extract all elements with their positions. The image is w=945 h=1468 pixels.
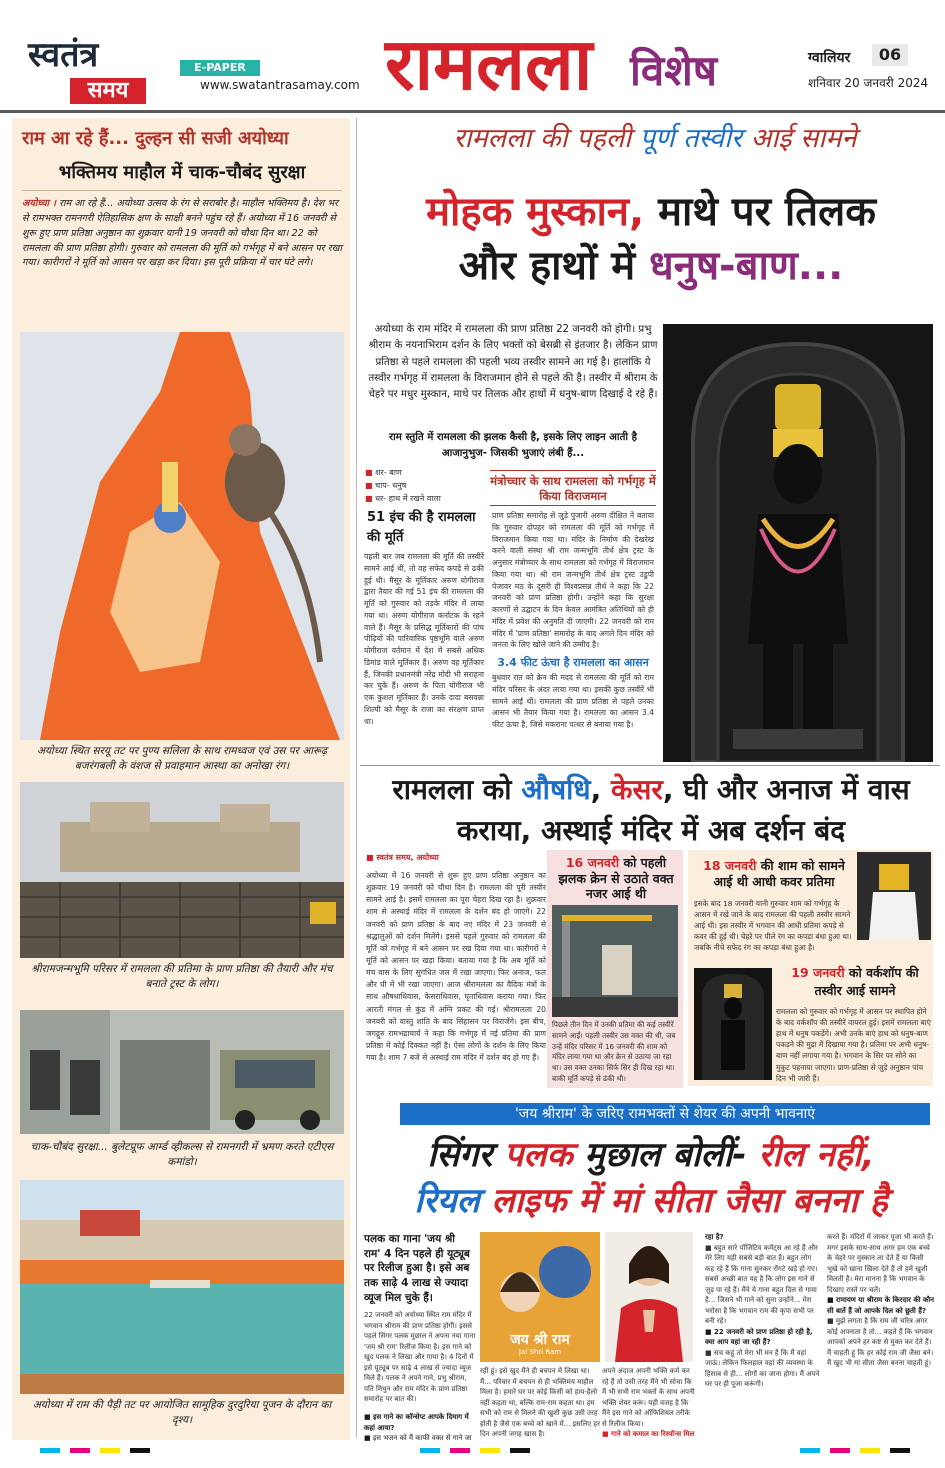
edition-city: ग्वालियर	[808, 50, 851, 66]
photo-palak-muchhal	[605, 1232, 693, 1362]
middle-byline: ■ स्वतंत्र समय, अयोध्या	[366, 853, 439, 862]
vehicles-illustration	[20, 1010, 344, 1134]
singer-headline-c: मुछाल बोलीं-	[584, 1135, 747, 1175]
issue-date: शनिवार 20 जनवरी 2024	[808, 76, 929, 90]
interview-question-4: ■ रामायण या श्रीराम के किरदार की कौन सी बातें हैं जो आपके दिल को छूती हैं?	[827, 1296, 935, 1315]
main-headline-purple: धनुष-बाण...	[649, 243, 844, 289]
covered-idol-illustration	[857, 852, 931, 940]
print-reg-mark	[890, 1448, 910, 1453]
print-reg-mark	[40, 1448, 60, 1453]
jan18-body: इसके बाद 18 जनवरी यानी गुरुवार शाम को गर्भगृह के आसन में रखे जाने के बाद रामलला की पहली तस्वीर सामने आई थी। इस तस्वीर में भगवान की आधी प्रतिमा कपड़े से कवर की हुई थी। चेहरे पर पीले रंग का कपड़ा बंधा हुआ था। जबकि नीचे सफेद रंग का कपड़ा बंधा हुआ है।	[694, 899, 852, 953]
interview-question-2: ■ गाने को कमाल का रिस्पॉन्स मिल	[602, 1430, 695, 1438]
bullet-icon: ■	[365, 493, 376, 503]
jan19-heading	[780, 964, 930, 1000]
photo-ats-vehicles	[20, 1010, 344, 1134]
page-number: 06	[872, 44, 908, 66]
jan18-date: 18 जनवरी	[703, 858, 757, 873]
section-divider	[360, 765, 940, 766]
main-lead-text: अयोध्या के राम मंदिर में रामलला की प्राण प्रतिष्ठा 22 जनवरी को होगी। प्रभु श्रीराम के नयनाभिराम दर्शन के लिए भक्तों को बेसब्री से इंतजार है। लेकिन प्राण प्रतिष्ठा से पहले रामलला की पहली भव्य तस्वीर सामने आ गई है। हालांकि ये तस्वीर गर्भगृह में रामलला के विराजमान होने से पहले की है। तस्वीर में श्रीराम के चेहरे पर मधुर मुस्कान, माथे पर तिलक और हाथों में धनुष-बाण दिखाई दे रहे हैं।	[368, 324, 658, 401]
singer-illustration	[605, 1232, 693, 1362]
jan19-body: रामलला को गुरुवार को गर्भगृह में आसन पर स्थापित होने के बाद वर्कशॉप की तस्वीरें वायरल हुई। इसमें रामलला बाएं हाथ में धनुष पकड़ेंगे। अभी उनके बाएं हाथ को धनुष-बाण पकड़ने की मुद्रा में दिखाया गया है। प्रतिमा पर अभी धनुष-बाण नहीं लगाया गया है। भगवान के सिर पर सोने का मुकुट पहनाया जाएगा। प्राण-प्रतिष्ठा से जुड़े अनुष्ठान पांच दिन भी जारी हैं।	[776, 1007, 931, 1083]
caption-ghat-photo: अयोध्या में राम की पैड़ी तट पर आयोजित सामूहिक दुरदुरिया पूजन के दौरान का दृश्य।	[32, 1399, 332, 1426]
jan18-title: की शाम को सामने आई थी आधी कवर प्रतिमा	[713, 858, 845, 890]
print-reg-mark	[70, 1448, 90, 1453]
interview-question-1: ■ इस गाने का कॉन्सेप्ट आपके दिमाग में कहां आया? ■ इस भजन को मैं काफी वक्त से गाने जा	[364, 1413, 472, 1442]
jan16-heading	[552, 855, 680, 902]
singer-headline	[366, 1133, 936, 1225]
kicker-text-3: आई सामने	[750, 123, 857, 154]
interview-question-2-cont: रहा है?	[705, 1233, 724, 1241]
middle-headline-c: केसर	[611, 773, 663, 806]
masthead-divider	[0, 110, 945, 113]
middle-headline-b: औषधि	[521, 773, 591, 806]
legend-item: ■ शर- बाण	[365, 468, 402, 477]
column-divider	[356, 118, 357, 1438]
legend-item: ■ चाप- धनुष	[365, 480, 407, 490]
kicker-text-1: रामलला की पहली	[453, 123, 632, 154]
song-poster	[480, 1232, 600, 1362]
mantra-body: प्राण प्रतिष्ठा समारोह से जुड़े पुजारी अरुण दीक्षित ने बताया कि गुरुवार दोपहर को रामलला की मूर्ति को गर्भगृह में विराजमान किया गया था। मंदिर के निर्माण की देखरेख करने वाली संस्था श्री राम जन्मभूमि तीर्थ क्षेत्र ट्रस्ट के अनुसार मंत्रोच्चार के साथ रामलला को गर्भगृह में विराजमान किया गया था। श्री राम जन्मभूमि तीर्थ क्षेत्र ट्रस्ट उडुपी पेजावर मठ के दूसरी ही विश्वप्रसन्न तीर्थ ने कहा कि 22 जनवरी को प्राण प्रतिष्ठा होगी। उन्होंने कहा कि सुरक्षा कारणों से उद्घाटन के दिन केवल आमंत्रित अतिथियों को ही मंदिर में प्रवेश की अनुमति दी जाएगी। 22 जनवरी को राम मंदिर में 'प्राण प्रतिष्ठा' समारोह के बाद अगले दिन मंदिर को जनता के लिए खोले जाने की उम्मीद है।	[492, 511, 654, 650]
page-title: रामलला	[385, 22, 593, 106]
main-lead-question: राम स्तुति में रामलला की झलक कैसी है, इसके लिए लाइन आती है आजानुभुज- जिसकी भुजाएं लंबी हैं...	[389, 432, 637, 460]
photo-temple-construction	[20, 782, 344, 958]
photo-covered-idol	[857, 852, 931, 940]
interview-answer-col2: अपने अंदाज अपनी भक्ति कर्म कर रहे हैं तो उसी तरह मैंने भी सोचा कि मैं भी सभी राम भक्तों के साथ अपनी भक्ति शेयर करूं। यही वजह है कि मैंने इस गाने को ऑफिशियल तरीके से रिलीज किया। ■ गाने को कमाल का रिस्पॉन्स मिल	[602, 1367, 695, 1438]
middle-headline-a: रामलला को	[392, 773, 512, 806]
main-headline-black2: और हाथों में	[458, 243, 636, 289]
song-intro-body: 22 जनवरी को अयोध्या स्थित राम मंदिर में भगवान श्रीराम की प्राण प्रतिष्ठा होगी। इससे पहले सिंगर पलक मुछाल ने अपना नया गाना 'जय श्री राम' रिलीज किया है। इस गाने को खुद पलक ने लिखा और गाया है। 4 दिनों में इसे यूट्यूब पर साढ़े 4 लाख से ज्यादा व्यूज मिले हैं। पलक ने अपने गाने, प्रभु श्रीराम, पति मिथुन और राम मंदिर के प्राण प्रतिष्ठा समारोह पर बात की।	[364, 1311, 476, 1403]
bullet-icon: ■	[365, 480, 376, 490]
print-reg-mark	[100, 1448, 120, 1453]
workshop-idol-illustration	[694, 968, 772, 1080]
crane-illustration	[552, 905, 678, 1017]
jan19-date: 19 जनवरी	[791, 965, 845, 980]
left-subheadline: भक्तिमय माहौल में चाक-चौबंद सुरक्षा	[58, 162, 306, 183]
photo-workshop-idol	[694, 968, 772, 1080]
print-reg-mark	[830, 1448, 850, 1453]
singer-kicker-strip: 'जय श्रीराम' के जरिए रामभक्तों से शेयर की अपनी भावनाएं	[400, 1103, 930, 1125]
singer-headline-b: पलक	[504, 1135, 573, 1175]
print-reg-mark	[800, 1448, 820, 1453]
singer-headline-d: रील नहीं,	[758, 1135, 875, 1175]
caption-flag-photo: अयोध्या स्थित सरयू तट पर पुण्य सलिला के साथ रामध्वज एवं उस पर आरूढ़ बजरंगबली के वंशज से प्रवाहमान आस्था का अनोखा रंग।	[36, 745, 328, 772]
poster-subtitle: Jai Shri Ram	[518, 1348, 562, 1356]
interview-question-3: ■ 22 जनवरी को प्राण प्रतिष्ठा हो रही है, क्या आप वहां जा रही हैं?	[705, 1327, 813, 1346]
print-reg-mark	[420, 1448, 440, 1453]
print-reg-mark	[860, 1448, 880, 1453]
main-kicker	[380, 124, 930, 154]
singer-headline-a: सिंगर	[427, 1135, 493, 1175]
poster-title: जय श्री राम	[510, 1332, 570, 1348]
page-title-sub: विशेष	[630, 46, 718, 95]
mantra-heading: मंत्रोच्चार के साथ रामलला को गर्भगृह में किया विराजमान	[490, 470, 656, 506]
middle-body: अयोध्या में 16 जनवरी से शुरू हुए प्राण प्रतिष्ठा अनुष्ठान का शुक्रवार 19 जनवरी को चौथा दिन है। रामलला की पूरी तस्वीर सामने आई है। इसमें रामलला का पूरा चेहरा दिख रहा है। शुक्रवार शाम से अस्थाई मंदिर में रामलला के दर्शन बंद हो जाएंगे। 22 जनवरी को प्राण प्रतिष्ठा के बाद नए मंदिर में 23 जनवरी से श्रद्धालुओं को दर्शन मिलेंगे। इससे पहले गुरुवार को रामलला की मूर्ति को गर्भगृह में बने आसन पर रख दिया गया था। कारीगरों ने मूर्ति को आसन पर खड़ा किया। बताया गया है कि अब मूर्ति को मंच वास के लिए सुगंधित जल में रखा जाएगा। फिर अनाज, फल और घी में भी रखा जाएगा। आज श्रीरामलला का वैदिक मंत्रों के साथ औषधाधिवास, केसराधिवास, घृताधिवास कराया गया। फिर आरती मंगल से कुंड में अग्नि प्रकट की गई। श्रीरामलला 20 जनवरी को वास्तु शांति के बाद सिंहासन पर विराजेंगे। इस बीच, जगद्गुरु रामभद्राचार्य ने कहा कि गर्भगृह में नई प्रतिमा की प्राण प्रतिष्ठा में कोई दिक्कत नहीं है। ऐसा लोगों के दर्शन के लिए किया गया है। शाम 7 बजे से अस्थाई राम मंदिर में दर्शन बंद हो गए हैं।	[366, 871, 546, 1063]
interview-answer-col1: रहीं हूं। इसे खुद मैंने ही बचपन में लिखा था। मैं... परिवार में बचपन से ही भक्तिमय माहौल मिला है। हमारे घर पर कोई किसी को हाय-हैलो नहीं कहता था, बल्कि राम-राम कहता था। हम सभी को राम से मिलने की खुशी कुछ उसी तरह होती है जैसे एक बच्चे को खाने में... इसलिए हर दिन अपनी जगह खास है।	[480, 1367, 600, 1438]
logo-wordmark: स्वतंत्र	[28, 35, 99, 75]
photo-crane	[552, 905, 678, 1017]
main-headline-red: मोहक मुस्कान,	[426, 189, 645, 235]
ghat-illustration	[20, 1180, 344, 1394]
jan16-date: 16 जनवरी	[565, 855, 620, 870]
singer-headline-e: रियल	[414, 1180, 480, 1221]
legend-item: ■ धर- हाथ में रखने वाला	[365, 493, 441, 503]
word-legend	[365, 467, 485, 505]
idol-height-body: पहली बार जब रामलला की मूर्ति की तस्वीरें सामने आई थीं, तो वह सफेद कपड़े से ढकी हुई थी। मैसूर के मूर्तिकार अरुण योगीराज द्वारा तैयार की गई 51 इंच की रामलला की मूर्ति को गुरुवार को तड़के मंदिर में लाया गया था। अरुण योगीराज कर्नाटक के रहने वाले हैं। मैसूर के प्रसिद्ध मूर्तिकारों की पांच पीढ़ियों की पारिवारिक पृष्ठभूमि वाले अरुण योगीराज वर्तमान में देश में सबसे अधिक डिमांड वाले मूर्तिकार हैं। अरुण वह मूर्तिकार हैं, जिनकी प्रधानमंत्री नरेंद्र मोदी भी सराहना कर चुके हैं। अरुण के पिता योगीराज भी एक कुशल मूर्तिकार हैं। उनके दादा बसवन्ना शिल्पी को मैसूर के राजा का संरक्षण प्राप्त था।	[364, 552, 484, 726]
print-reg-mark	[510, 1448, 530, 1453]
photo-ram-ki-paidi	[20, 1180, 344, 1394]
middle-headline-d: घी और अनाज में वास कराया, अस्थाई मंदिर में अब दर्शन बंद	[456, 773, 910, 847]
jan19-title: को वर्कशॉप की तस्वीर आई सामने	[814, 965, 919, 999]
middle-headline: रामलला को औषधि, केसर, घी और अनाज में वास कराया, अस्थाई मंदिर में अब दर्शन बंद	[392, 773, 910, 847]
idol-illustration	[663, 324, 933, 762]
interview-answer-col3: रहा है? ■ बहुत सारे पॉजिटिव कमेंट्स आ रहे हैं और मेरे लिए यही सबसे बड़ी बात है। बहुत लोग कह रहे हैं कि गाना सुनकर रोंगटे खड़े हो गए। सबसे अच्छी बात यह है कि लोग इस गाने से जुड़ पा रहे हैं। मैंने ये गाना बहुत दिल से गाया है... जिसने भी गाने को सुना उन्होंने... मेरा भरोसा है कि भगवान राम की कृपा सभी पर बनी रहे। ■ 22 जनवरी को प्राण प्रतिष्ठा हो रही है, क्या आप वहां जा रही हैं? ■ सच कहूं तो मेरा भी मन है कि मैं वहां जाऊं। लेकिन फिलहाल वहां की व्यवस्था के हिसाब से ही... लोगों का जाना होगा। मैं अपने घर पर ही पूजा करूंगी।	[705, 1233, 820, 1388]
photo-flag-monkey	[20, 332, 344, 740]
main-headline	[366, 185, 936, 293]
flag-monkey-illustration	[20, 332, 344, 740]
print-reg-mark	[130, 1448, 150, 1453]
jan16-title: को पहली झलक क्रेन से उठाते वक्त नजर आई थी	[558, 855, 674, 902]
temple-construction-illustration	[20, 782, 344, 958]
left-headline: राम आ रहे हैं... दुल्हन सी सजी अयोध्या	[22, 128, 289, 149]
left-divider	[22, 190, 342, 191]
left-article-body	[22, 197, 342, 271]
song-intro: पलक का गाना 'जय श्री राम' 4 दिन पहले ही यूट्यूब पर रिलीज हुआ है। इसे अब तक साढ़े 4 लाख से ज्यादा व्यूज मिल चुके हैं।	[364, 1233, 470, 1304]
logo-badge: समय	[70, 78, 146, 104]
print-reg-mark	[450, 1448, 470, 1453]
caption-construction-photo: श्रीरामजन्मभूमि परिसर में रामलला की प्रतिमा के प्राण प्रतिष्ठा की तैयारी और मंच बनाते ट्रस्ट के लोग।	[31, 963, 333, 990]
left-body-text: राम आ रहे हैं... अयोध्या उत्सव के रंग से सराबोर है। माहौल भक्तिमय है। देश भर से रामभक्त रामनगरी ऐतिहासिक क्षण के साक्षी बनने पहुंच रहे हैं। अयोध्या में 16 जनवरी से शुरू हुए प्राण प्रतिष्ठा अनुष्ठान का शुक्रवार यानी 19 जनवरी को चौथा दिन था। 22 को रामलला की प्राण प्रतिष्ठा होगी। गुरुवार को रामलला की मूर्ति को गर्भगृह में बने आसन पर रखा गया। कारीगरों ने मूर्ति को आसन पर खड़ा कर दिया। इस पूरी प्रक्रिया में चार घंटे लगे।	[22, 198, 343, 269]
caption-security-photo: चाक-चौबंद सुरक्षा... बुलेटप्रूफ आर्म्ड व्हीकल्स से रामनगरी में भ्रमण करते एटीएस कमांडो।	[30, 1141, 334, 1168]
jan16-caption: पिछले तीन दिन में उनकी प्रतिमा की कई तस्वीरें सामने आईं। पहली तस्वीर उस वक्त की थी, जब उन्हें मंदिर परिसर में 16 जनवरी की शाम को मंदिर लाया गया था और क्रेन से उठाया जा रहा था। उस वक्त उनका सिर्फ सिर ही दिख रहा था। बाकी मूर्ति कपड़े से ढंकी थी।	[552, 1020, 676, 1083]
kicker-text-2: पूर्ण तस्वीर	[639, 123, 743, 154]
website-url[interactable]: www.swatantrasamay.com	[200, 78, 360, 92]
epaper-badge: E-PAPER	[180, 60, 260, 76]
seat-height-body: बुधवार रात को क्रेन की मदद से रामलला की मूर्ति को राम मंदिर परिसर के अंदर लाया गया था। इसकी कुछ तस्वीरें भी सामने आईं थीं। रामलला की प्राण प्रतिष्ठा से पहले उनका आसन भी तैयार किया गया है। रामलला का आसन 3.4 फीट ऊंचा है, जिसे मकराना पत्थर से बनाया गया है।	[492, 673, 654, 730]
photo-ramlalla-idol	[663, 324, 933, 762]
bullet-icon: ■	[365, 468, 376, 477]
seat-height-heading: 3.4 फीट ऊंचा है रामलला का आसन	[497, 656, 649, 669]
singer-headline-f: लाइफ में मां सीता जैसा बनना है	[491, 1180, 888, 1221]
jan18-heading	[694, 858, 854, 891]
interview-answer-col4: करते हैं। मंदिरों में जाकर पूजा भी करते हैं। मगर इसके साथ-साथ अगर हम एक बच्चे के चेहरे पर मुस्कान ला देते हैं या किसी भूखे को खाना खिला देते हैं तो हमें खुशी मिलती है। मेरा मानना है कि भगवान के दिखाए रास्ते पर चलें। ■ रामायण या श्रीराम के किरदार की कौन सी बातें हैं जो आपके दिल को छूती हैं? ■ मुझे लगता है कि राम जी चरित्र अगर कोई अपनाता है तो... कहते हैं कि भगवान आपको अपने हर कष्ट से मुक्त कर देते हैं। मैं चाहती हूं कि हर कोई राम जी जैसा बने। मैं खुद भी मां सीता जैसा बनना चाहती हूं।	[827, 1233, 935, 1367]
idol-height-heading: 51 इंच की है रामलला की मूर्ति	[367, 510, 476, 546]
print-reg-mark	[480, 1448, 500, 1453]
left-dateline: अयोध्या ।	[22, 198, 57, 209]
main-headline-black1: माथे पर तिलक	[658, 189, 876, 235]
